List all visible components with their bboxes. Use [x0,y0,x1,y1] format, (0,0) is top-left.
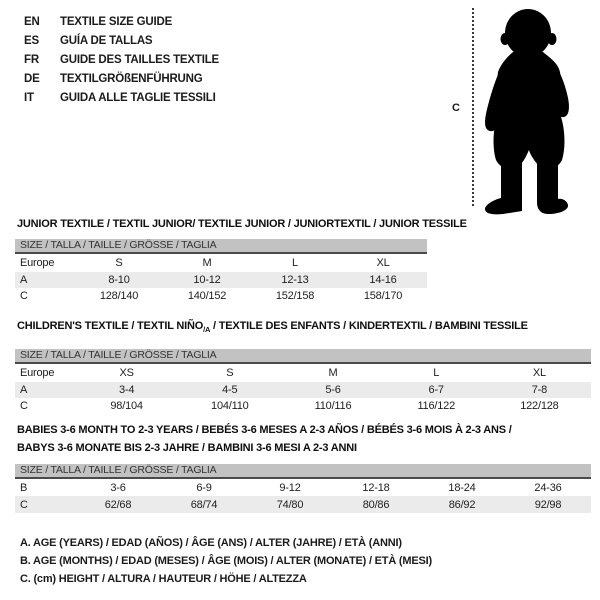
value-cell: 5-6 [325,384,341,396]
language-code: EN [24,15,40,28]
children-title-subscript: /A [203,325,211,335]
value-cell: 104/110 [211,400,249,412]
size-cell: S [115,257,123,269]
value-cell: 18-24 [448,481,476,494]
language-row-en [24,12,219,31]
language-title: TEXTILGRÖßENFÜHRUNG [60,72,203,85]
row-label: C [20,290,28,302]
language-row-it [24,88,219,107]
children-title-pre: CHILDREN'S TEXTILE / TEXTIL NIÑO [17,320,204,332]
language-row-de [24,69,219,88]
table-row-sizes [15,364,591,382]
value-cell: 4-5 [222,384,238,396]
children-title-post: / TEXTILE DES ENFANTS / KINDERTEXTIL / BAMBINI TESSILE [210,320,528,332]
table-row-sizes [15,254,427,272]
size-cell: L [292,257,298,269]
row-label: A [20,384,28,396]
value-cell: 24-36 [534,481,562,494]
language-title-list [24,12,219,107]
size-cell: M [328,367,338,379]
value-cell: 3-4 [118,384,135,396]
junior-table-title: JUNIOR TEXTILE / TEXTIL JUNIOR/ TEXTILE JUNIOR / JUNIORTEXTIL / JUNIOR TESSILE [17,218,467,230]
row-label: C [20,498,28,511]
legend-age-months: B. AGE (MONTHS) / EDAD (MESES) / ÂGE (MOIS) / ALTER (MONATE) / ETÀ (MESI) [20,555,432,567]
value-cell: 86/92 [448,498,476,511]
legend-age-years: A. AGE (YEARS) / EDAD (AÑOS) / ÂGE (ANS) / ALTER (JAHRE) / ETÀ (ANNI) [20,537,402,549]
children-table-title [17,320,528,334]
value-cell: 7-8 [531,384,548,396]
value-cell: 9-12 [279,481,301,494]
height-measure-label: C [452,102,460,114]
size-header-bar: SIZE / TALLA / TAILLE / GRÖSSE / TAGLIA [15,239,427,254]
table-row-height [15,288,427,304]
row-label: A [20,274,28,286]
language-title: TEXTILE SIZE GUIDE [60,15,173,28]
language-title: GUÍA DE TALLAS [60,34,153,47]
value-cell: 110/116 [314,400,352,412]
value-cell: 14-16 [369,274,397,286]
language-code: FR [24,53,39,66]
value-cell: 116/122 [417,400,455,412]
language-code: IT [24,91,34,104]
size-cell: XL [376,257,390,269]
language-code: ES [24,34,39,47]
size-cell: XS [119,367,134,379]
table-row-age [15,272,427,288]
value-cell: 92/98 [534,498,562,511]
children-size-table [15,349,591,414]
value-cell: 6-7 [428,384,444,396]
value-cell: 158/170 [363,290,403,302]
language-title: GUIDA ALLE TAGLIE TESSILI [60,91,216,104]
value-cell: 12-18 [362,481,390,494]
value-cell: 3-6 [110,481,126,494]
value-cell: 128/140 [99,290,139,302]
babies-title-line2: BABYS 3-6 MONATE BIS 2-3 JAHRE / BAMBINI 3-6 MESI A 2-3 ANNI [17,442,357,454]
language-title: GUIDE DES TAILLES TEXTILE [60,53,219,66]
measure-legend [20,534,432,588]
value-cell: 122/128 [520,400,559,412]
language-code: DE [24,72,40,85]
size-cell: S [226,367,234,379]
size-header-bar: SIZE / TALLA / TAILLE / GRÖSSE / TAGLIA [15,349,591,364]
babies-table-title [17,421,512,457]
table-row-height [15,496,591,513]
junior-size-table [15,239,427,304]
size-cell: M [202,257,212,269]
value-cell: 152/158 [275,290,315,302]
value-cell: 6-9 [196,481,212,494]
babies-size-table [15,464,591,513]
language-row-fr [24,50,219,69]
row-label: C [20,400,28,412]
legend-height-cm: C. (cm) HEIGHT / ALTURA / HAUTEUR / HÖHE / ALTEZZA [20,573,307,585]
value-cell: 98/104 [110,400,143,412]
value-cell: 10-12 [193,274,221,286]
table-row-age-months [15,479,591,496]
size-header-bar: SIZE / TALLA / TAILLE / GRÖSSE / TAGLIA [15,464,591,479]
value-cell: 80/86 [362,498,390,511]
value-cell: 140/152 [187,290,227,302]
babies-title-line1: BABIES 3-6 MONTH TO 2-3 YEARS / BEBÉS 3-6 MESES A 2-3 AÑOS / BÉBÉS 3-6 MOIS À 2-3 ANS / [17,424,512,436]
value-cell: 74/80 [276,498,304,511]
value-cell: 62/68 [104,498,132,511]
row-label: Europe [20,257,55,269]
row-label: B [20,481,28,494]
size-cell: XL [532,367,546,379]
table-row-age [15,382,591,398]
value-cell: 8-10 [108,274,130,286]
table-row-height [15,398,591,414]
value-cell: 12-13 [281,274,309,286]
size-cell: L [433,367,440,379]
row-label: Europe [20,367,55,379]
baby-silhouette-icon [465,2,600,217]
language-row-es [24,31,219,50]
value-cell: 68/74 [190,498,218,511]
